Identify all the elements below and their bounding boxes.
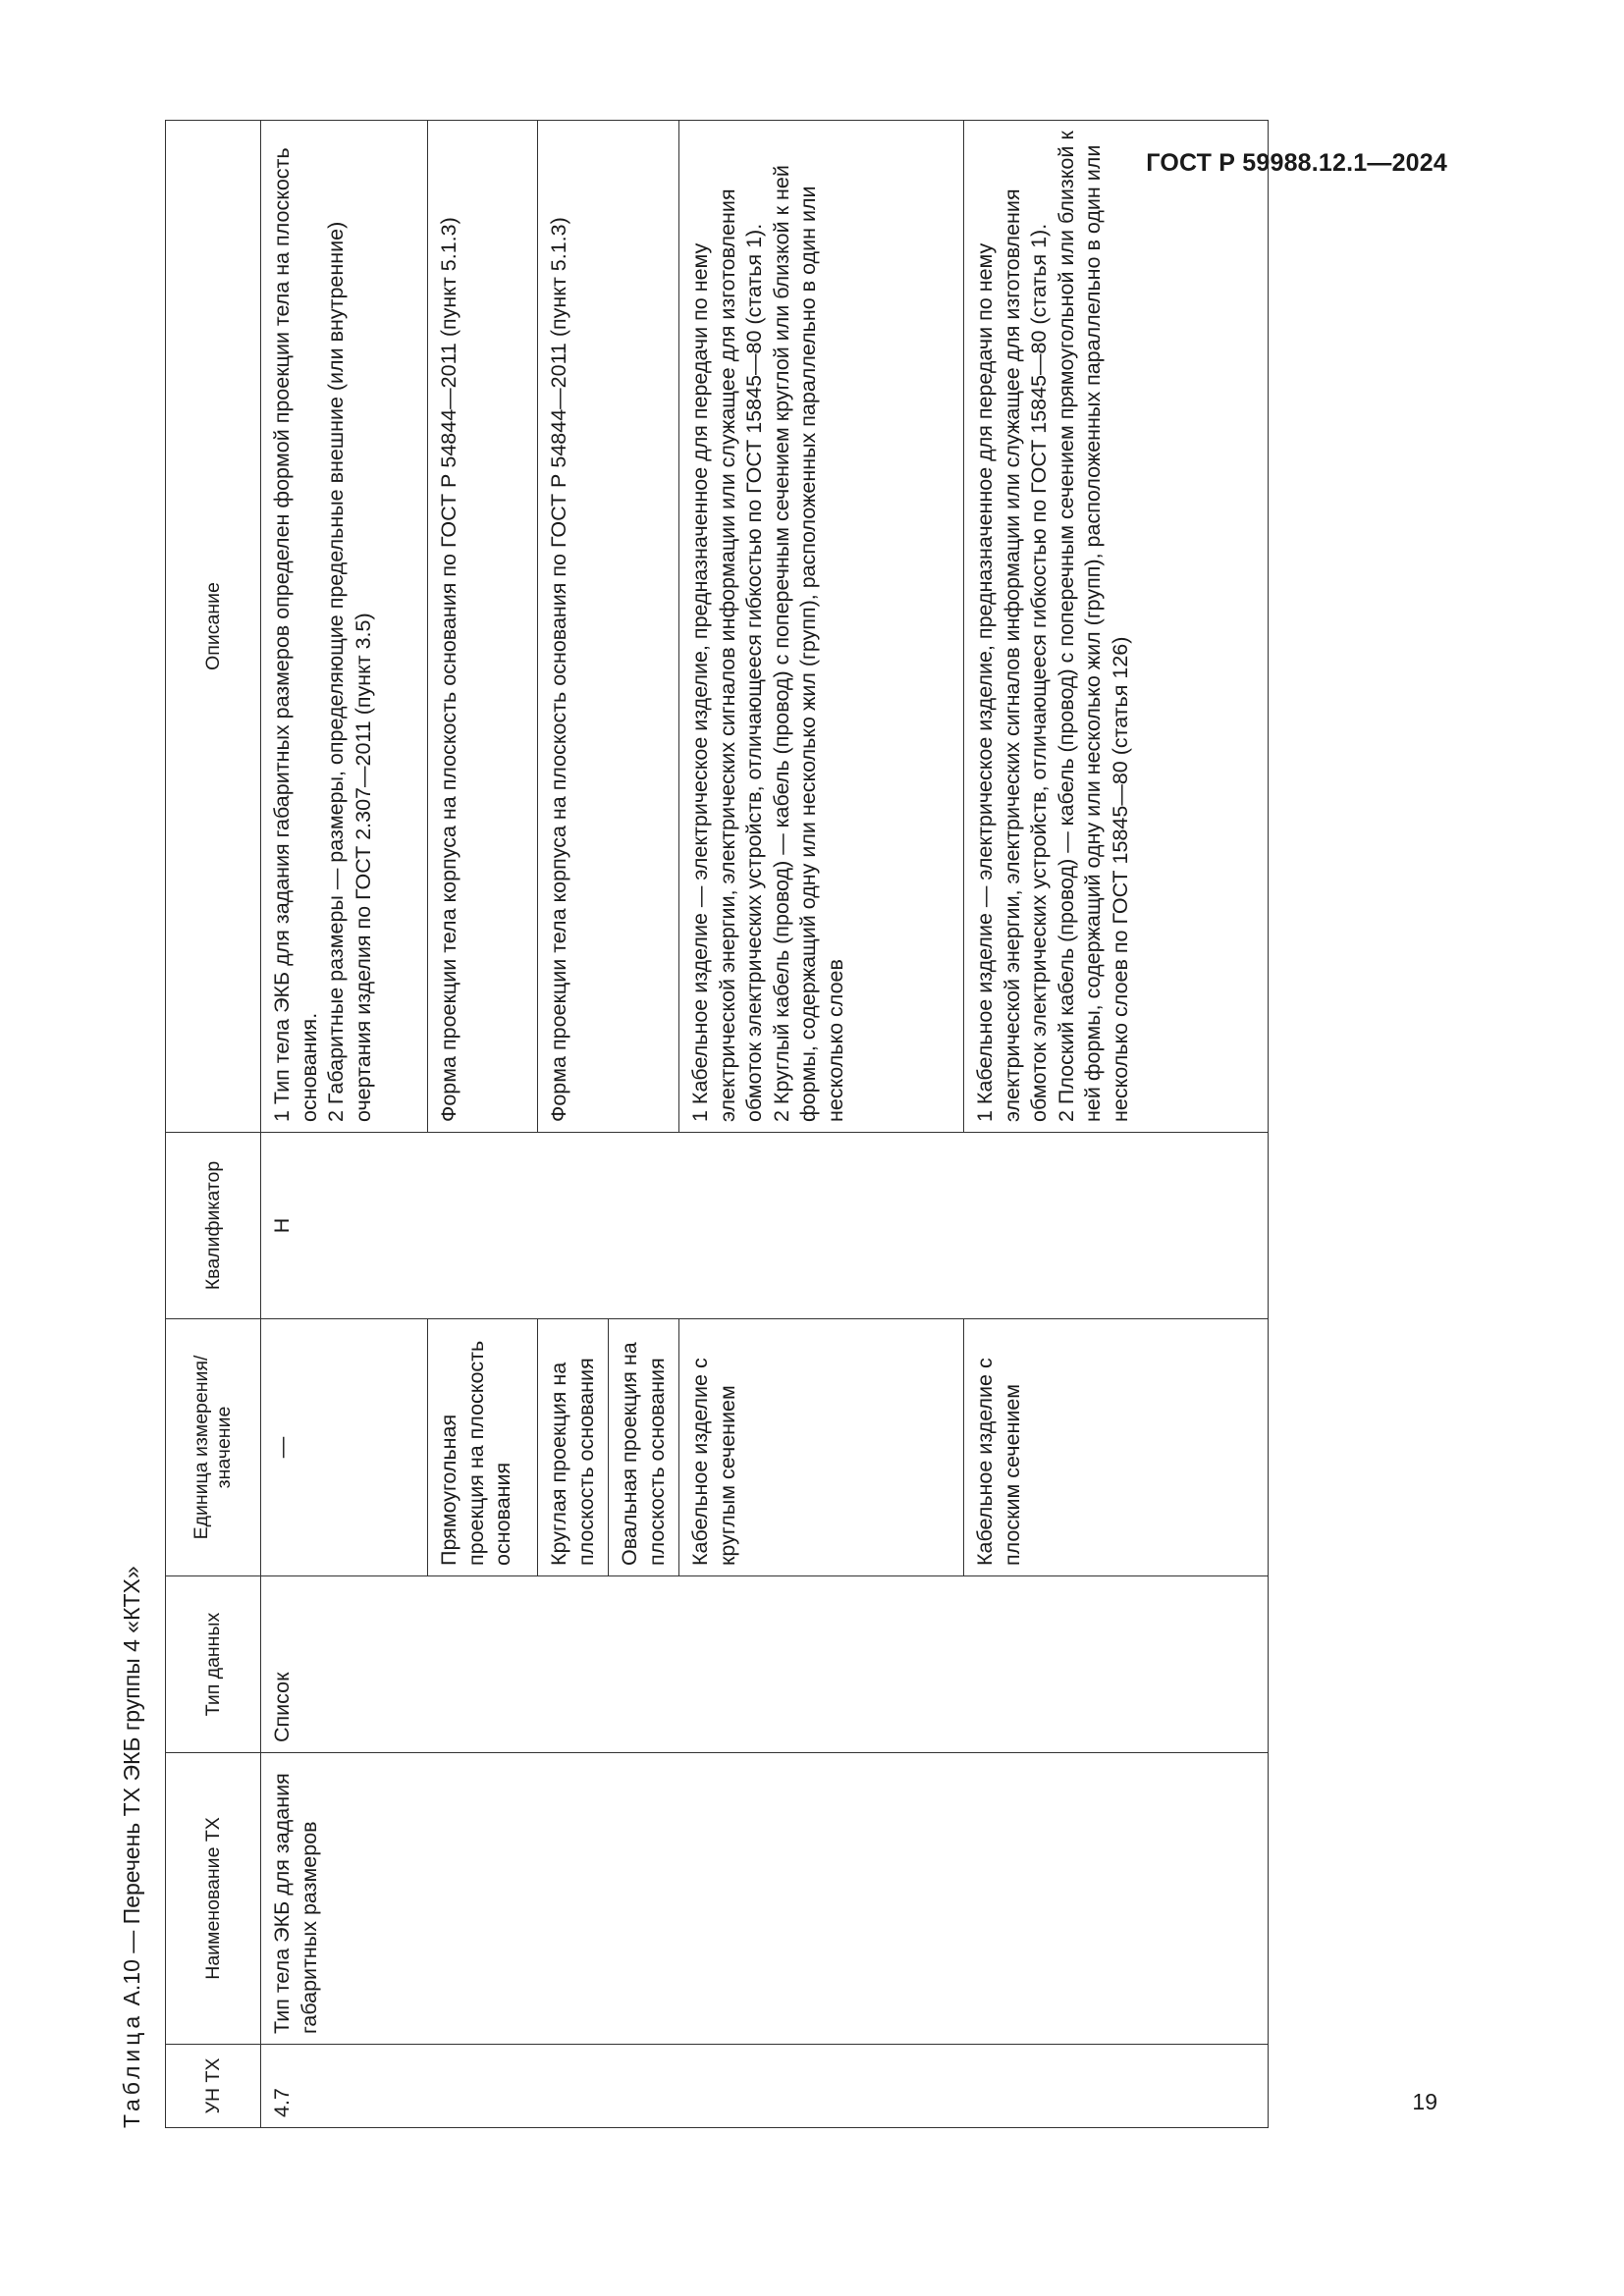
value-unit-round: Круглая проекция на плоскость основания bbox=[538, 1319, 609, 1576]
value-unit-oval: Овальная проекция на плоскость основания bbox=[609, 1319, 679, 1576]
value-description-cable-flat bbox=[964, 121, 1269, 1133]
cell-description bbox=[261, 121, 428, 1133]
header-qualifier: Квалификатор bbox=[166, 1133, 261, 1319]
value-unit-cable-round: Кабельное изделие с круглым сечением bbox=[679, 1319, 964, 1576]
value-description-cable-round bbox=[679, 121, 964, 1133]
value-description-rectangular bbox=[428, 121, 538, 1133]
cell-un-tx: 4.7 bbox=[261, 2045, 1269, 2128]
table-row bbox=[261, 121, 428, 2128]
value-description-round-oval bbox=[538, 121, 679, 1133]
value-unit-cable-flat: Кабельное изделие с плоским сечением bbox=[964, 1319, 1269, 1576]
header-description: Описание bbox=[166, 121, 261, 1133]
characteristics-table bbox=[165, 120, 1269, 2128]
description-line: 2 Круглый кабель (провод) — кабель (провод) с поперечным сечением круглой или близкой к ней формы, содержащий одну или несколько жил (групп), расположенных параллельно в один или несколько слоев bbox=[769, 165, 847, 1122]
description-line: 1 Тип тела ЭКБ для задания габаритных размеров определен формой проекции тела на плоскость основания. bbox=[270, 147, 321, 1122]
cell-unit: — bbox=[261, 1319, 428, 1576]
cell-data-type: Список bbox=[261, 1576, 1269, 1753]
description-line: 1 Кабельное изделие — электрическое изделие, предназначенное для передачи по нему электрической энергии, электрических сигналов информации или служащее для изготовления обмоток электрических устройств, отличающееся гибкостью по ГОСТ 15845—80 (статья 1). bbox=[973, 188, 1051, 1122]
page-number: 19 bbox=[1412, 2089, 1437, 2114]
description-line: 2 Плоский кабель (провод) — кабель (провод) с поперечным сечением прямоугольной или близкой к ней формы, содержащий одну или несколько жил (групп), расположенных параллельно в один или несколько слоев по ГОСТ 15845—80 (статья 126) bbox=[1054, 131, 1132, 1122]
table-caption-text: А.10 — Перечень ТХ ЭКБ группы 4 «КТХ» bbox=[119, 1566, 144, 2006]
description-line: Форма проекции тела корпуса на плоскость основания по ГОСТ Р 54844—2011 (пункт 5.1.3) bbox=[437, 217, 460, 1122]
table-caption bbox=[110, 1566, 153, 2128]
table-header-row bbox=[166, 121, 261, 2128]
value-unit-rectangular: Прямоугольная проекция на плоскость основания bbox=[428, 1319, 538, 1576]
header-name: Наименование ТХ bbox=[166, 1753, 261, 2045]
rotated-table-area bbox=[110, 114, 1416, 2128]
description-line: 2 Габаритные размеры — размеры, определяющие предельные внешние (или внутренние) очертания изделия по ГОСТ 2.307—2011 (пункт 3.5) bbox=[324, 221, 375, 1122]
header-data-type: Тип данных bbox=[166, 1576, 261, 1753]
description-line: 1 Кабельное изделие — электрическое изделие, предназначенное для передачи по нему электрической энергии, электрических сигналов информации или служащее для изготовления обмоток электрических устройств, отличающееся гибкостью по ГОСТ 15845—80 (статья 1). bbox=[688, 188, 766, 1122]
description-line: Форма проекции тела корпуса на плоскость основания по ГОСТ Р 54844—2011 (пункт 5.1.3) bbox=[547, 217, 570, 1122]
table-caption-prefix: Таблица bbox=[119, 2011, 144, 2128]
cell-qualifier: Н bbox=[261, 1133, 1269, 1319]
header-un-tx: УН ТХ bbox=[166, 2045, 261, 2128]
header-unit: Единица измерения/ значение bbox=[166, 1319, 261, 1576]
document-code-header: ГОСТ Р 59988.12.1—2024 bbox=[1146, 149, 1447, 177]
cell-name: Тип тела ЭКБ для задания габаритных размеров bbox=[261, 1753, 1269, 2045]
